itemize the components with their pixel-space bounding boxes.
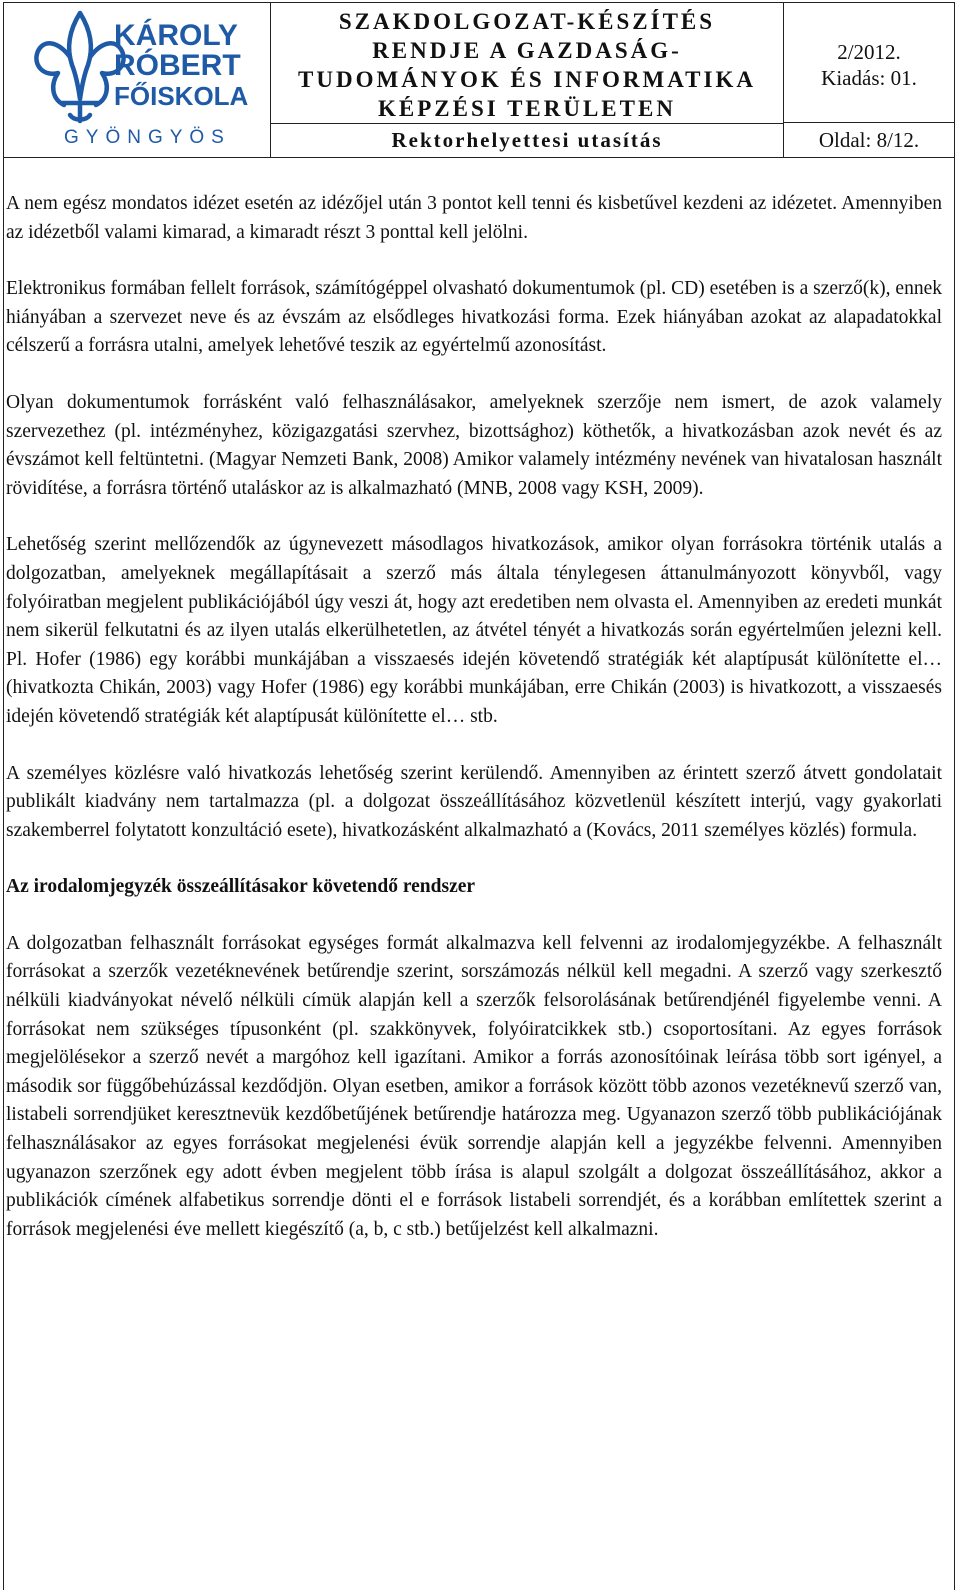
institution-logo	[4, 3, 271, 157]
page-number: Oldal: 8/12.	[784, 122, 954, 157]
document-code	[784, 3, 954, 122]
document-body	[6, 190, 942, 1272]
paragraph: A dolgozatban felhasznált forrásokat egységes formát alkalmazva kell felvenni az irodalomjegyzékbe. A felhasznált forrásokat a szerzők vezetéknevének betűrendje szerint, sorszámozás nélkül kell megadni. A szerző vagy szerkesztő nélküli kiadványokat névelő nélküli címük alapján kell a szerzők felsorolásának betűrendjénél figyelembe venni. A forrásokat nem szükséges típusonként (pl. szakkönyvek, folyóiratcikkek stb.) csoportosítani. Az egyes források megjelölésekor a szerző nevét a margóhoz kell igazítani. Amikor a forrás azonosítóinak leírása több sort igényel, a második sor függőbehúzással kezdődjön. Olyan esetben, amikor a források között több azonos vezetéknevű szerző van, listabeli sorrendjüket keresztnevük kezdőbetűjének betűrendje határozza meg. Ugyanazon szerző több publikációjának felhasználásakor az egyes forrásokat megjelenési évük sorrendje alapján kell a jegyzékbe felvenni. Amennyiben ugyanazon szerzőnek egy adott évben megjelent több írása is alapul szolgált a dolgozat összeállításához, akkor a publikációk címének alfabetikus sorrendje dönti el e források listabeli sorrendjét, és a korábban említettek szerint a források megjelenési éve mellett kiegészítő (a, b, c stb.) betűjelzést kell alkalmazni.	[6, 932, 942, 1240]
fleur-de-lis-icon	[4, 3, 270, 159]
document-number: 2/2012.	[837, 39, 901, 64]
document-title-text: SZAKDOLGOZAT-KÉSZÍTÉS RENDJE A GAZDASÁG- TUDOMÁNYOK ÉS INFORMATIKA KÉPZÉSI TERÜLETEN	[298, 9, 756, 121]
code-cell	[784, 3, 954, 157]
paragraph: Olyan dokumentumok forrásként való felhasználásakor, amelyeknek szerzője nem ismert, de azok valamely szervezethez (pl. intézményhez, közigazgatási szervhez, bizottsághoz) köthetők, a hivatkozásban azok nevét és az évszámot kell feltüntetni. (Magyar Nemzeti Bank, 2008) Amikor valamely intézmény nevének van hivatalosan használt rövidítése, a forrásra történő utaláskor az is alkalmazható (MNB, 2008 vagy KSH, 2009).	[6, 391, 942, 499]
logo-line3: FŐISKOLA	[114, 81, 249, 111]
logo-line2: RÓBERT	[114, 49, 241, 82]
paragraph: Lehetőség szerint mellőzendők az úgynevezett másodlagos hivatkozások, amikor olyan forrásokra történik utalás a dolgozatban, amelyeknek megállapításait a szerző más általa ténylegesen áttanulmányozott könyvből, vagy folyóiratban megjelent publikációjából úgy veszi át, hogy azt eredetiben nem olvasta el. Amennyiben az eredeti munkát nem sikerül felkutatni és az ilyen utalás elkerülhetetlen, az átvétel tényét a hivatkozás során egyértelműen jelezni kell. Pl. Hofer (1986) egy korábbi munkájában a visszaesés idején követendő stratégiák két alaptípusát különítette el… (hivatkozta Chikán, 2003) vagy Hofer (1986) egy korábbi munkájában, erre Chikán (2003) is hivatkozott, a visszaesés idején követendő stratégiák két alaptípusát különítette el… stb.	[6, 534, 942, 727]
title-cell	[271, 3, 784, 157]
document-title	[271, 3, 783, 123]
logo-line1: KÁROLY	[114, 19, 238, 52]
document-edition: Kiadás: 01.	[821, 65, 917, 90]
section-heading: Az irodalomjegyzék összeállításakor követendő rendszer	[6, 876, 476, 898]
document-subtitle: Rektorhelyettesi utasítás	[271, 123, 783, 157]
paragraph: A nem egész mondatos idézet esetén az idézőjel után 3 pontot kell tenni és kisbetűvel kezdeni az idézetet. Amennyiben az idézetből valami kimarad, a kimaradt részt 3 ponttal kell jelölni.	[6, 193, 942, 243]
logo-city: GYÖNGYÖS	[64, 127, 231, 148]
document-header	[3, 2, 955, 158]
paragraph: A személyes közlésre való hivatkozás lehetőség szerint kerülendő. Amennyiben az érintett szerző átvett gondolatait publikált kiadvány nem tartalmazza (pl. a dolgozat összeállításához közvetlenül készített interjú, vagy gyakorlati szakemberrel folytatott konzultáció esete), hivatkozásként alkalmazható a (Kovács, 2011 személyes közlés) formula.	[6, 762, 942, 841]
paragraph: Elektronikus formában fellelt források, számítógéppel olvasható dokumentumok (pl. CD) esetében is a szerző(k), ennek hiányában a szervezet neve és az évszám az elsődleges hivatkozási forma. Ezek hiányában azokat az alapadatokkal célszerű a forrásra utalni, amelyek lehetővé teszik az egyértelmű azonosítást.	[6, 278, 942, 357]
